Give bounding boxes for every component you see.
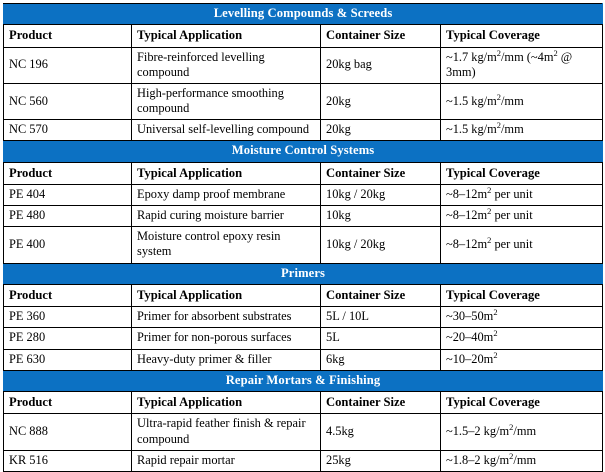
cell-coverage: ~1.5 $kg/m^2/mm$ — [441, 83, 603, 119]
cell-container: 5L — [321, 328, 441, 349]
column-header-row — [4, 284, 603, 306]
cell-product: PE 400 — [4, 227, 132, 263]
column-header-product: Product — [4, 162, 132, 184]
section-title: Repair Mortars & Finishing — [4, 370, 603, 391]
column-header-container: Container Size — [321, 162, 441, 184]
superscript-two: 2 — [509, 421, 514, 432]
column-header-coverage: Typical Coverage — [441, 162, 603, 184]
column-header-application: Typical Application — [132, 162, 321, 184]
cell-product: PE 480 — [4, 206, 132, 227]
table-row — [4, 83, 603, 119]
cell-container: 20kg — [321, 120, 441, 141]
cell-container: 10kg / 20kg — [321, 185, 441, 206]
cell-product: KR 516 — [4, 450, 132, 471]
cell-coverage: $\sim 8-12m^2$ per unit — [441, 206, 603, 227]
cell-application: Primer for non-porous surfaces — [132, 328, 321, 349]
cell-container: 5L / 10L — [321, 307, 441, 328]
table-row — [4, 349, 603, 370]
cell-product: NC 196 — [4, 47, 132, 83]
cell-container: 10kg / 20kg — [321, 227, 441, 263]
section-title: Moisture Control Systems — [4, 141, 603, 162]
table-row — [4, 307, 603, 328]
superscript-two: 2 — [509, 450, 514, 461]
column-header-coverage: Typical Coverage — [441, 284, 603, 306]
section-title: Levelling Compounds & Screeds — [4, 4, 603, 25]
column-header-coverage: Typical Coverage — [441, 392, 603, 414]
cell-coverage: ~1.8–2 $kg/m^2/mm$ — [441, 450, 603, 471]
superscript-two: 2 — [487, 206, 492, 217]
cell-coverage: $\sim 30-50m^2$ — [441, 307, 603, 328]
column-header-application: Typical Application — [132, 284, 321, 306]
superscript-two: 2 — [496, 47, 501, 58]
column-header-application: Typical Application — [132, 392, 321, 414]
cell-coverage: $\sim 8-12m^2$ per unit — [441, 185, 603, 206]
section-title-row — [4, 370, 603, 391]
column-header-container: Container Size — [321, 25, 441, 47]
column-header-container: Container Size — [321, 284, 441, 306]
column-header-row — [4, 392, 603, 414]
cell-container: 6kg — [321, 349, 441, 370]
section-title-row — [4, 141, 603, 162]
cell-coverage: ~1.7 $kg/m^2/mm$ ($\sim 4m^2$ @ 3mm) — [441, 47, 603, 83]
cell-container: 4.5kg — [321, 414, 441, 450]
column-header-row — [4, 25, 603, 47]
cell-coverage: ~1.5 $kg/m^2/mm$ — [441, 120, 603, 141]
cell-product: PE 630 — [4, 349, 132, 370]
column-header-row — [4, 162, 603, 184]
table-row — [4, 328, 603, 349]
section-title-row — [4, 263, 603, 284]
cell-product: PE 360 — [4, 307, 132, 328]
cell-application: Universal self-levelling compound — [132, 120, 321, 141]
cell-application: Rapid repair mortar — [132, 450, 321, 471]
cell-container: 10kg — [321, 206, 441, 227]
cell-coverage: ~1.5–2 $kg/m^2/mm$ — [441, 414, 603, 450]
cell-application: Heavy-duty primer & filler — [132, 349, 321, 370]
cell-application: Primer for absorbent substrates — [132, 307, 321, 328]
cell-product: PE 280 — [4, 328, 132, 349]
product-specification-table — [3, 3, 603, 472]
cell-coverage: $\sim 8-12m^2$ per unit — [441, 227, 603, 263]
cell-application: Moisture control epoxy resin system — [132, 227, 321, 263]
superscript-two: 2 — [496, 120, 501, 131]
cell-container: 20kg bag — [321, 47, 441, 83]
cell-container: 25kg — [321, 450, 441, 471]
column-header-product: Product — [4, 25, 132, 47]
table-row — [4, 227, 603, 263]
superscript-two: 2 — [487, 234, 492, 245]
table-row — [4, 414, 603, 450]
superscript-two: 2 — [553, 47, 558, 58]
cell-application: High-performance smoothing compound — [132, 83, 321, 119]
column-header-application: Typical Application — [132, 25, 321, 47]
table-row — [4, 120, 603, 141]
section-title: Primers — [4, 263, 603, 284]
cell-product: PE 404 — [4, 185, 132, 206]
cell-application: Rapid curing moisture barrier — [132, 206, 321, 227]
cell-coverage: $\sim 10-20m^2$ — [441, 349, 603, 370]
table-row — [4, 185, 603, 206]
cell-coverage: $\sim 20-40m^2$ — [441, 328, 603, 349]
cell-application: Epoxy damp proof membrane — [132, 185, 321, 206]
column-header-container: Container Size — [321, 392, 441, 414]
section-title-row — [4, 4, 603, 25]
superscript-two: 2 — [493, 307, 498, 318]
column-header-product: Product — [4, 284, 132, 306]
column-header-coverage: Typical Coverage — [441, 25, 603, 47]
cell-product: NC 570 — [4, 120, 132, 141]
table-row — [4, 47, 603, 83]
table-row — [4, 450, 603, 471]
cell-product: NC 888 — [4, 414, 132, 450]
superscript-two: 2 — [487, 184, 492, 195]
superscript-two: 2 — [496, 91, 501, 102]
cell-product: NC 560 — [4, 83, 132, 119]
superscript-two: 2 — [493, 328, 498, 339]
superscript-two: 2 — [493, 349, 498, 360]
table-row — [4, 206, 603, 227]
table-body — [4, 4, 603, 472]
column-header-product: Product — [4, 392, 132, 414]
cell-application: Fibre-reinforced levelling compound — [132, 47, 321, 83]
cell-application: Ultra-rapid feather finish & repair compound — [132, 414, 321, 450]
cell-container: 20kg — [321, 83, 441, 119]
